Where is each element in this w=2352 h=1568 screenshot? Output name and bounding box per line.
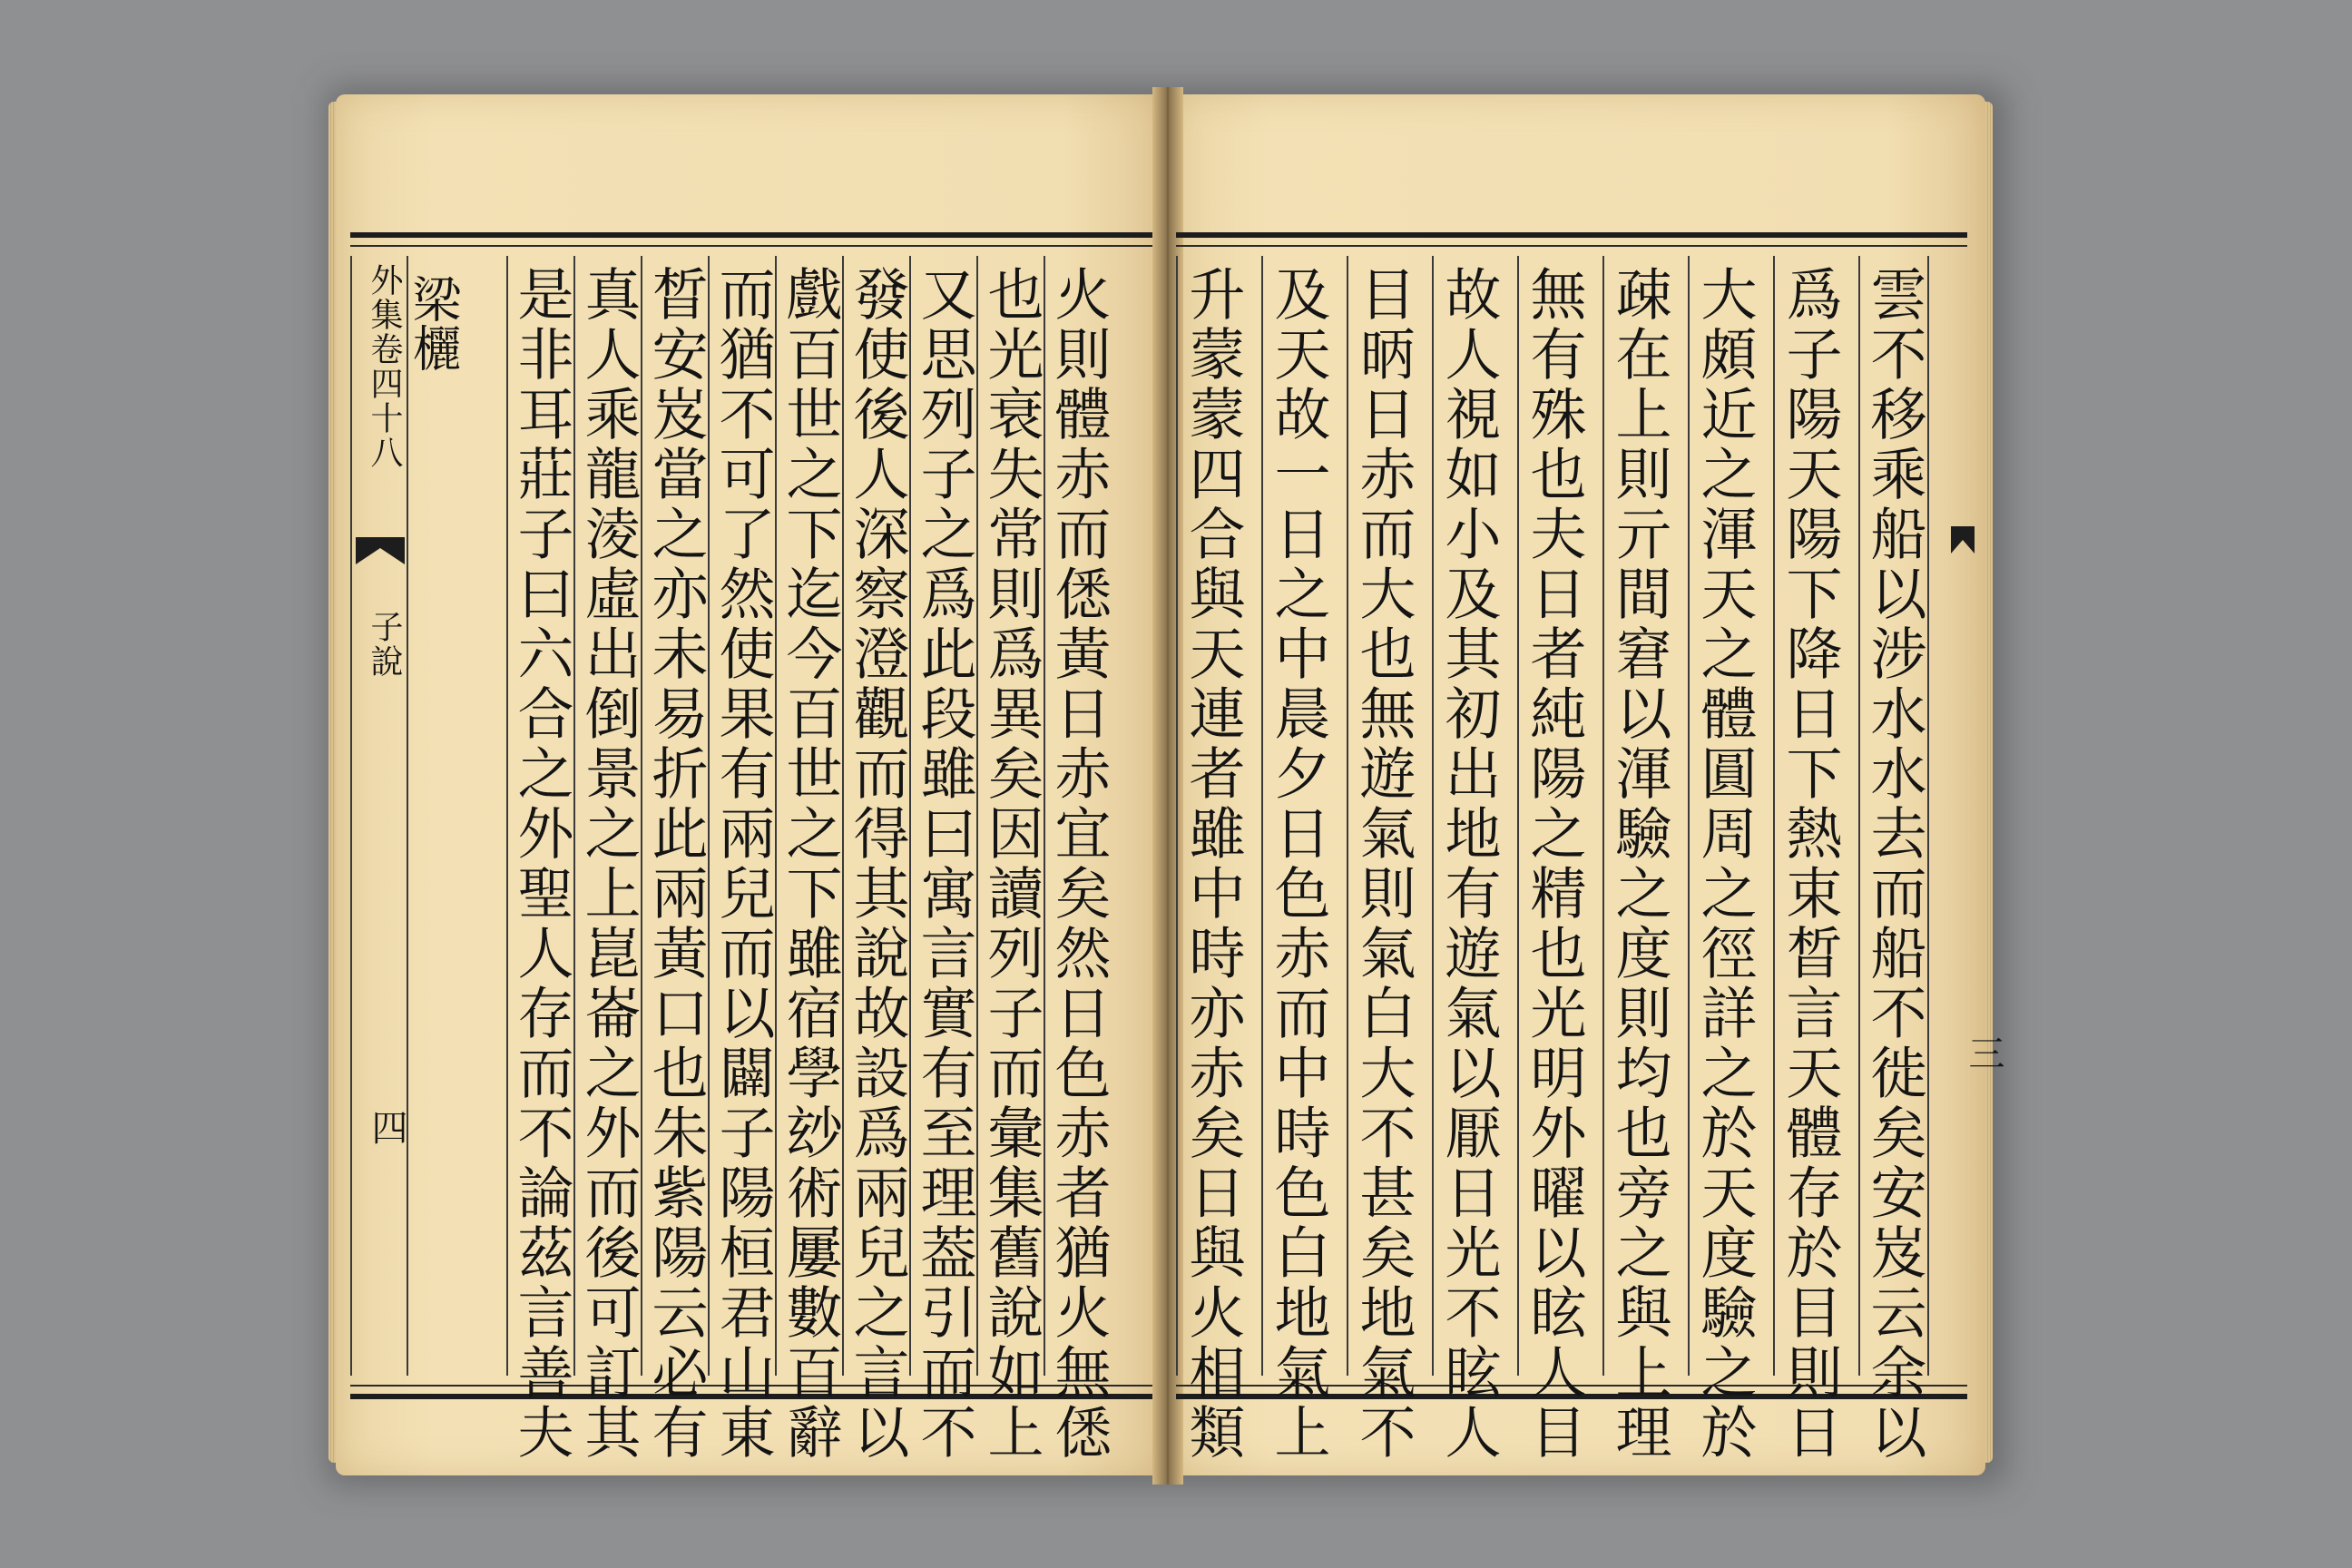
column-text: 真人乘龍淩虛出倒景之上崑崙之外而後可訂其 xyxy=(575,265,642,1463)
right-column-1 xyxy=(1176,256,1247,1463)
column-text: 而猶不可了然使果有兩兒而以闢子陽桓君山東 xyxy=(710,265,776,1463)
right-column-7 xyxy=(1688,256,1759,1463)
column-text: 無有殊也夫日者純陽之精也光明外曜以眩人目 xyxy=(1521,265,1587,1463)
right-column-6 xyxy=(1602,256,1673,1463)
column-text: 及天故一日之中晨夕日色赤而中時色白地氣上 xyxy=(1265,265,1331,1463)
column-text: 又思列子之爲此段雖曰寓言實有至理葢引而不 xyxy=(911,265,977,1463)
left-page-number: 四 xyxy=(366,1109,407,1145)
right-column-2 xyxy=(1261,256,1332,1463)
right-column-9 xyxy=(1858,256,1929,1463)
left-column-8 xyxy=(573,256,642,1463)
column-text: 發使後人深察澄觀而得其說故設爲兩兒之言以 xyxy=(844,265,910,1463)
column-text: 大頗近之渾天之體圓周之徑詳之於天度驗之於 xyxy=(1691,265,1758,1463)
spine-section: 子說 xyxy=(366,610,403,679)
right-column-8 xyxy=(1773,256,1844,1463)
left-column-7 xyxy=(641,256,709,1463)
column-text: 火則體赤而僁黃日赤宜矣然日色赤者猶火無僁 xyxy=(1045,265,1112,1463)
fishtail-mark-icon xyxy=(356,537,405,564)
left-column-2 xyxy=(976,256,1044,1463)
spine-column xyxy=(350,256,408,1376)
frame-inner-rule-top xyxy=(350,245,1152,247)
left-column-1 xyxy=(1044,256,1112,1463)
left-column-6 xyxy=(708,256,776,1463)
left-column-3 xyxy=(909,256,977,1463)
column-text: 戲百世之下迄今百世之下雖宿學玅術屢數百辭 xyxy=(777,265,843,1463)
right-page-frame xyxy=(1176,232,1967,1463)
column-text: 目昞日赤而大也無遊氣則氣白大不甚矣地氣不 xyxy=(1350,265,1416,1463)
column-text: 晳安岌當之亦未易折此兩黃口也朱紫陽云必有 xyxy=(642,265,709,1463)
left-column-9 xyxy=(506,256,574,1463)
spine-title: 外集卷四十八 xyxy=(366,263,403,470)
column-text: 是非耳莊子曰六合之外聖人存而不論茲言善夫 xyxy=(508,265,574,1463)
frame-inner-rule-top xyxy=(1176,245,1967,247)
column-text: 故人視如小及其初出地有遊氣以厭日光不眩人 xyxy=(1436,265,1502,1463)
column-text: 也光衰失常則爲異矣因讀列子而彙集舊說如上 xyxy=(978,265,1044,1463)
right-column-4 xyxy=(1432,256,1503,1463)
left-column-5 xyxy=(775,256,843,1463)
right-page-number: 三 xyxy=(1963,1034,2004,1071)
column-text: 升蒙蒙四合與天連者雖中時亦赤矣日與火相類 xyxy=(1180,265,1246,1463)
author-mark: 梁欐 xyxy=(405,274,462,372)
left-page-frame xyxy=(350,232,1152,1463)
right-column-3 xyxy=(1347,256,1417,1463)
left-column-4 xyxy=(842,256,910,1463)
column-text: 疎在上則亓間窘以渾驗之度則均也旁之與上理 xyxy=(1606,265,1672,1463)
column-text: 雲不移乘船以涉水水去而船不徙矣安岌云余以 xyxy=(1861,265,1927,1463)
column-text: 爲子陽天陽下降日下熱束晳言天體存於目則日 xyxy=(1777,265,1843,1463)
right-column-5 xyxy=(1517,256,1588,1463)
